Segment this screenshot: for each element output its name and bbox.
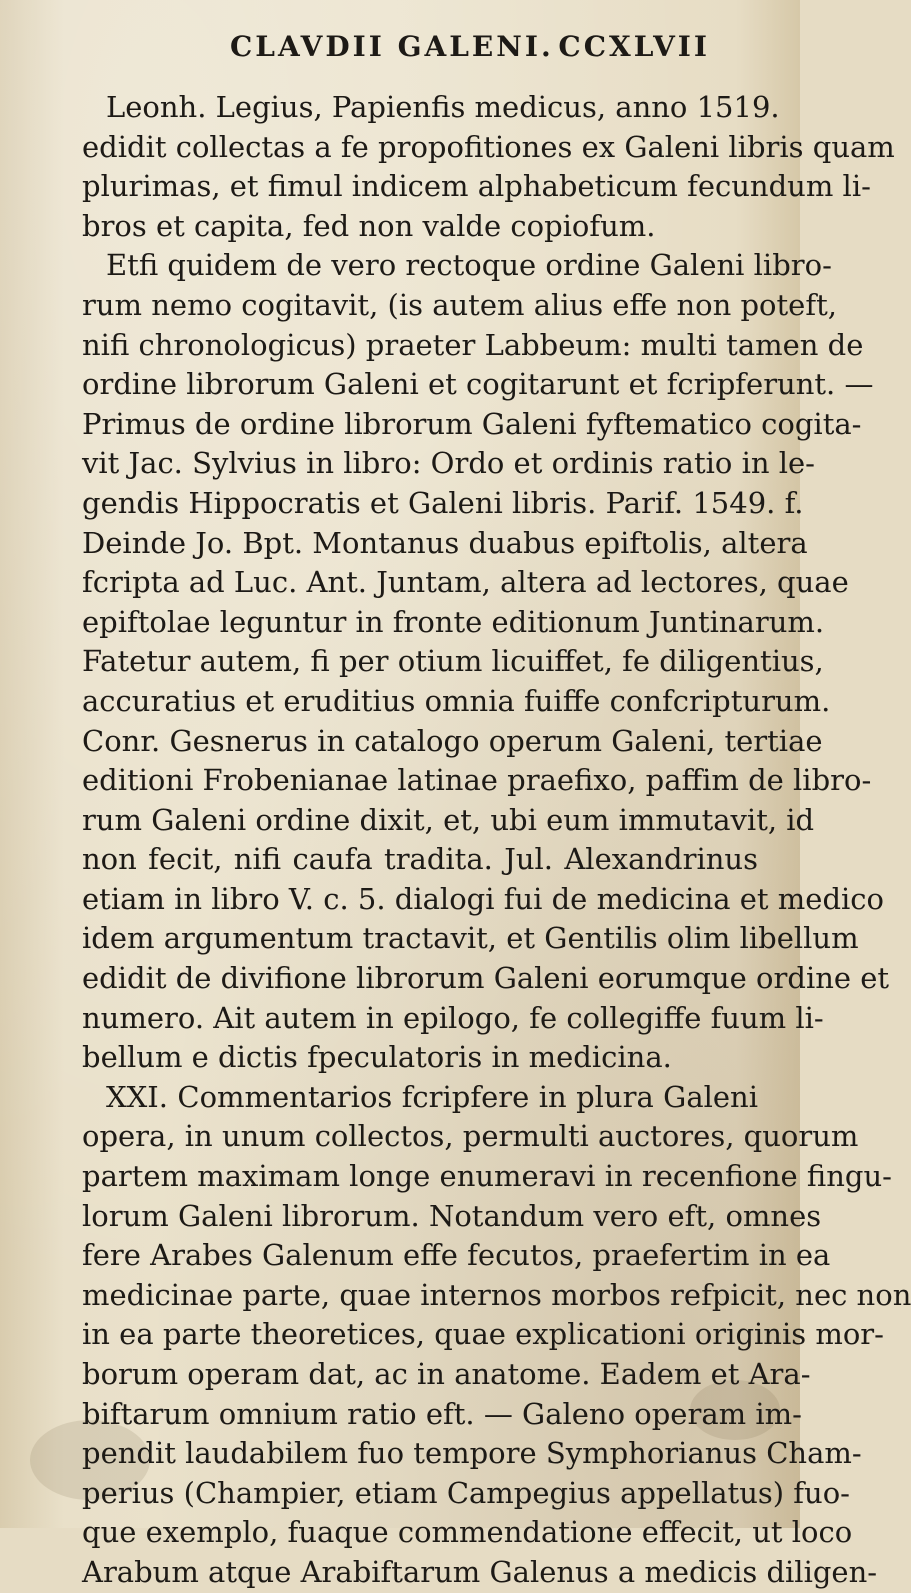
text-line: Conr. Gesnerus in catalogo operum Galeni, tertiae xyxy=(82,723,823,758)
text-line: edidit collectas a fe propofitiones ex Galeni libris quam xyxy=(82,129,895,164)
text-line: in ea parte theoretices, quae explicationi originis mor- xyxy=(82,1317,884,1352)
text-line: biftarum omnium ratio eft. — Galeno operam im- xyxy=(82,1396,802,1431)
text-line: bros et capita, fed non valde copiofum. xyxy=(82,208,656,243)
text-line: fcripta ad Luc. Ant. Juntam, altera ad lectores, quae xyxy=(82,565,849,600)
text-line: idem argumentum tractavit, et Gentilis olim libellum xyxy=(82,921,859,956)
running-head-title: CLAVDII GALENI. xyxy=(230,30,554,63)
text-line: medicinae parte, quae internos morbos refpicit, nec non xyxy=(82,1277,911,1312)
running-head xyxy=(150,30,710,63)
text-line: lorum Galeni librorum. Notandum vero eft, omnes xyxy=(82,1198,822,1233)
text-line: gendis Hippocratis et Galeni libris. Parif. 1549. f. xyxy=(82,485,804,520)
text-line: Primus de ordine librorum Galeni fyftematico cogita- xyxy=(82,406,862,441)
running-head-section: CCXLVII xyxy=(558,30,710,63)
text-line: Leonh. Legius, Papienfis medicus, anno 1519. xyxy=(106,90,780,124)
text-line: Fatetur autem, fi per otium licuiffet, fe diligentius, xyxy=(82,644,824,679)
text-line: edidit de divifione librorum Galeni eorumque ordine et xyxy=(82,961,890,996)
text-line: nifi chronologicus) praeter Labbeum: multi tamen de xyxy=(82,327,864,362)
text-line: perius (Champier, etiam Campegius appellatus) fuo- xyxy=(82,1475,850,1510)
text-line: borum operam dat, ac in anatome. Eadem et Ara- xyxy=(82,1357,811,1391)
text-line: rum nemo cogitavit, (is autem alius effe non poteft, xyxy=(82,287,837,322)
text-line: fere Arabes Galenum effe fecutos, praefertim in ea xyxy=(82,1238,831,1273)
text-block xyxy=(82,88,911,1593)
text-line: partem maximam longe enumeravi in recenfione fingu- xyxy=(82,1159,892,1194)
text-line: rum Galeni ordine dixit, et, ubi eum immutavit, id xyxy=(82,802,815,837)
text-line: XXI. Commentarios fcripfere in plura Galeni xyxy=(106,1079,758,1114)
text-line: vit Jac. Sylvius in libro: Ordo et ordinis ratio in le- xyxy=(82,446,815,481)
text-line: non fecit, nifi caufa tradita. Jul. Alexandrinus xyxy=(82,842,758,877)
text-line: Etfi quidem de vero rectoque ordine Galeni libro- xyxy=(106,248,832,283)
text-line: Deinde Jo. Bpt. Montanus duabus epiftolis, altera xyxy=(82,525,808,560)
text-line: pendit laudabilem fuo tempore Symphorianus Cham- xyxy=(82,1436,862,1471)
text-line: bellum e dictis fpeculatoris in medicina. xyxy=(82,1040,672,1075)
text-line: epiftolae leguntur in fronte editionum Juntinarum. xyxy=(82,604,825,639)
text-line: accuratius et eruditius omnia fuiffe confcripturum. xyxy=(82,683,831,718)
text-line: opera, in unum collectos, permulti auctores, quorum xyxy=(82,1119,859,1154)
text-line: que exemplo, fuaque commendatione effecit, ut loco xyxy=(82,1515,853,1550)
text-line: plurimas, et fimul indicem alphabeticum fecundum li- xyxy=(82,169,871,204)
text-line: editioni Frobenianae latinae praefixo, paffim de libro- xyxy=(82,763,872,798)
text-line: numero. Ait autem in epilogo, fe collegiffe fuum li- xyxy=(82,1000,824,1035)
text-line: ordine librorum Galeni et cogitarunt et fcripferunt. — xyxy=(82,367,874,402)
text-line: etiam in libro V. c. 5. dialogi fui de medicina et medico xyxy=(82,881,885,916)
text-line: Arabum atque Arabiftarum Galenus a medicis diligen- xyxy=(82,1554,878,1589)
